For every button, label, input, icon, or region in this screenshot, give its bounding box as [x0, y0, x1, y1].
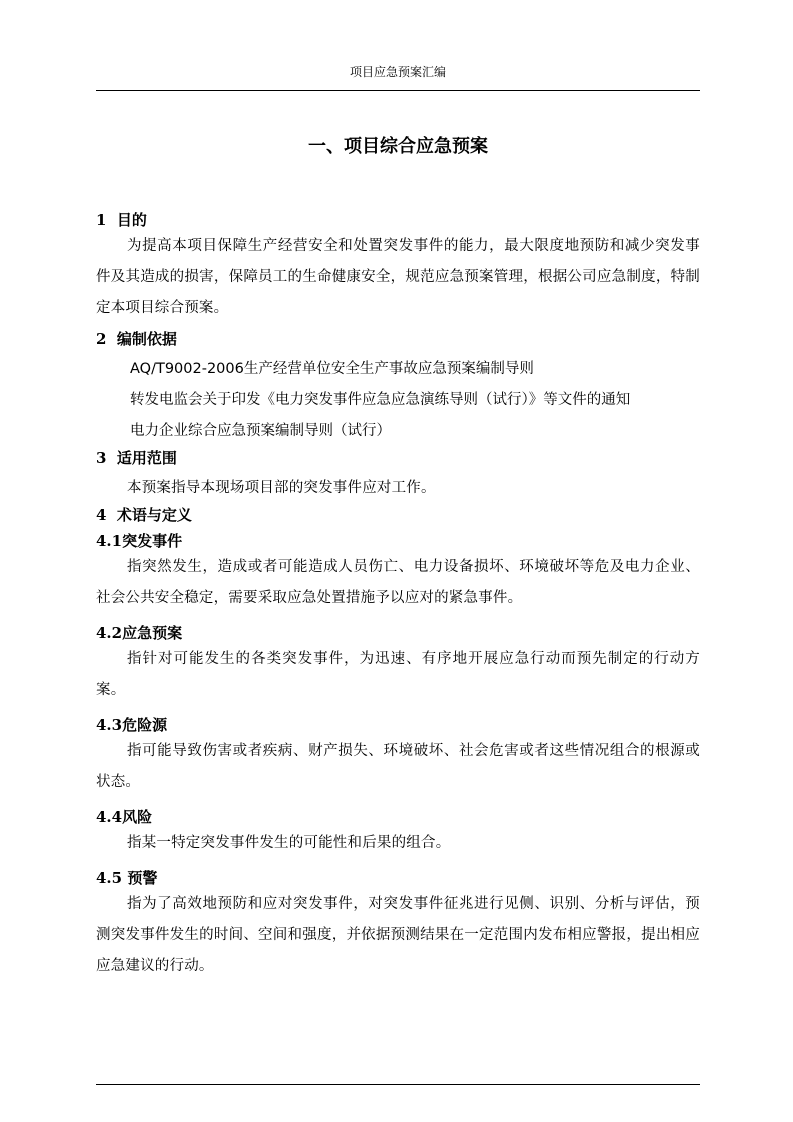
header-rule — [96, 90, 700, 91]
section-paragraph-1: 为提高本项目保障生产经营安全和处置突发事件的能力，最大限度地预防和减少突发事件及其造成的损害，保障员工的生命健康安全，规范应急预案管理，根据公司应急制度，特制定本项目综合预案。 — [96, 238, 700, 316]
section-heading-4 — [96, 504, 700, 526]
subsection-title: 预警 — [127, 869, 158, 887]
subsection-heading-4-3 — [96, 714, 700, 736]
section-number: 3 — [96, 449, 107, 467]
section-heading-1 — [96, 209, 700, 231]
subsection-number: 4.5 — [96, 869, 123, 887]
subsection-paragraph-4-3: 指可能导致伤害或者疾病、财产损失、环境破坏、社会危害或者这些情况组合的根源或状态。 — [96, 743, 700, 790]
subsection-paragraph-4-5: 指为了高效地预防和应对突发事件，对突发事件征兆进行见侧、识别、分析与评估，预测突发事件发生的时间、空间和强度，并依据预测结果在一定范围内发布相应警报，提出相应应急建议的行动。 — [96, 896, 700, 974]
section-title: 编制依据 — [116, 330, 177, 348]
subsection-number: 4.3 — [96, 716, 123, 734]
section-title: 术语与定义 — [116, 506, 192, 524]
section-heading-2 — [96, 328, 700, 350]
section-number: 1 — [96, 211, 107, 229]
subsection-title: 危险源 — [122, 716, 168, 734]
subsection-number: 4.2 — [96, 624, 123, 642]
subsection-number: 4.4 — [96, 808, 123, 826]
subsection-number: 4.1 — [96, 532, 123, 550]
subsection-paragraph-4-4: 指某一特定突发事件发生的可能性和后果的组合。 — [127, 835, 451, 851]
running-header: 项目应急预案汇编 — [349, 65, 446, 79]
section-paragraph-3: 本预案指导本现场项目部的突发事件应对工作。 — [127, 480, 436, 496]
reference-item: 电力企业综合应急预案编制导则（试行） — [130, 423, 391, 439]
subsection-paragraph-4-1: 指突然发生，造成或者可能造成人员伤亡、电力设备损坏、环境破坏等危及电力企业、社会公共安全稳定，需要采取应急处置措施予以应对的紧急事件。 — [96, 559, 700, 606]
footer-rule — [96, 1084, 700, 1085]
document-title: 一、项目综合应急预案 — [308, 136, 488, 157]
subsection-paragraph-4-2: 指针对可能发生的各类突发事件，为迅速、有序地开展应急行动而预先制定的行动方案。 — [96, 651, 700, 698]
reference-item: AQ/T9002-2006生产经营单位安全生产事故应急预案编制导则 — [130, 361, 534, 377]
section-number: 4 — [96, 506, 107, 524]
section-number: 2 — [96, 330, 107, 348]
subsection-title: 风险 — [122, 808, 153, 826]
subsection-heading-4-1 — [96, 530, 700, 552]
reference-item: 转发电监会关于印发《电力突发事件应急应急演练导则（试行）》等文件的通知 — [130, 392, 631, 408]
document-body — [96, 209, 700, 982]
section-title: 适用范围 — [116, 449, 177, 467]
subsection-title: 突发事件 — [122, 532, 183, 550]
subsection-heading-4-4 — [96, 806, 700, 828]
section-title: 目的 — [116, 211, 147, 229]
subsection-heading-4-5 — [96, 867, 700, 889]
subsection-title: 应急预案 — [122, 624, 183, 642]
section-heading-3 — [96, 447, 700, 469]
subsection-heading-4-2 — [96, 622, 700, 644]
